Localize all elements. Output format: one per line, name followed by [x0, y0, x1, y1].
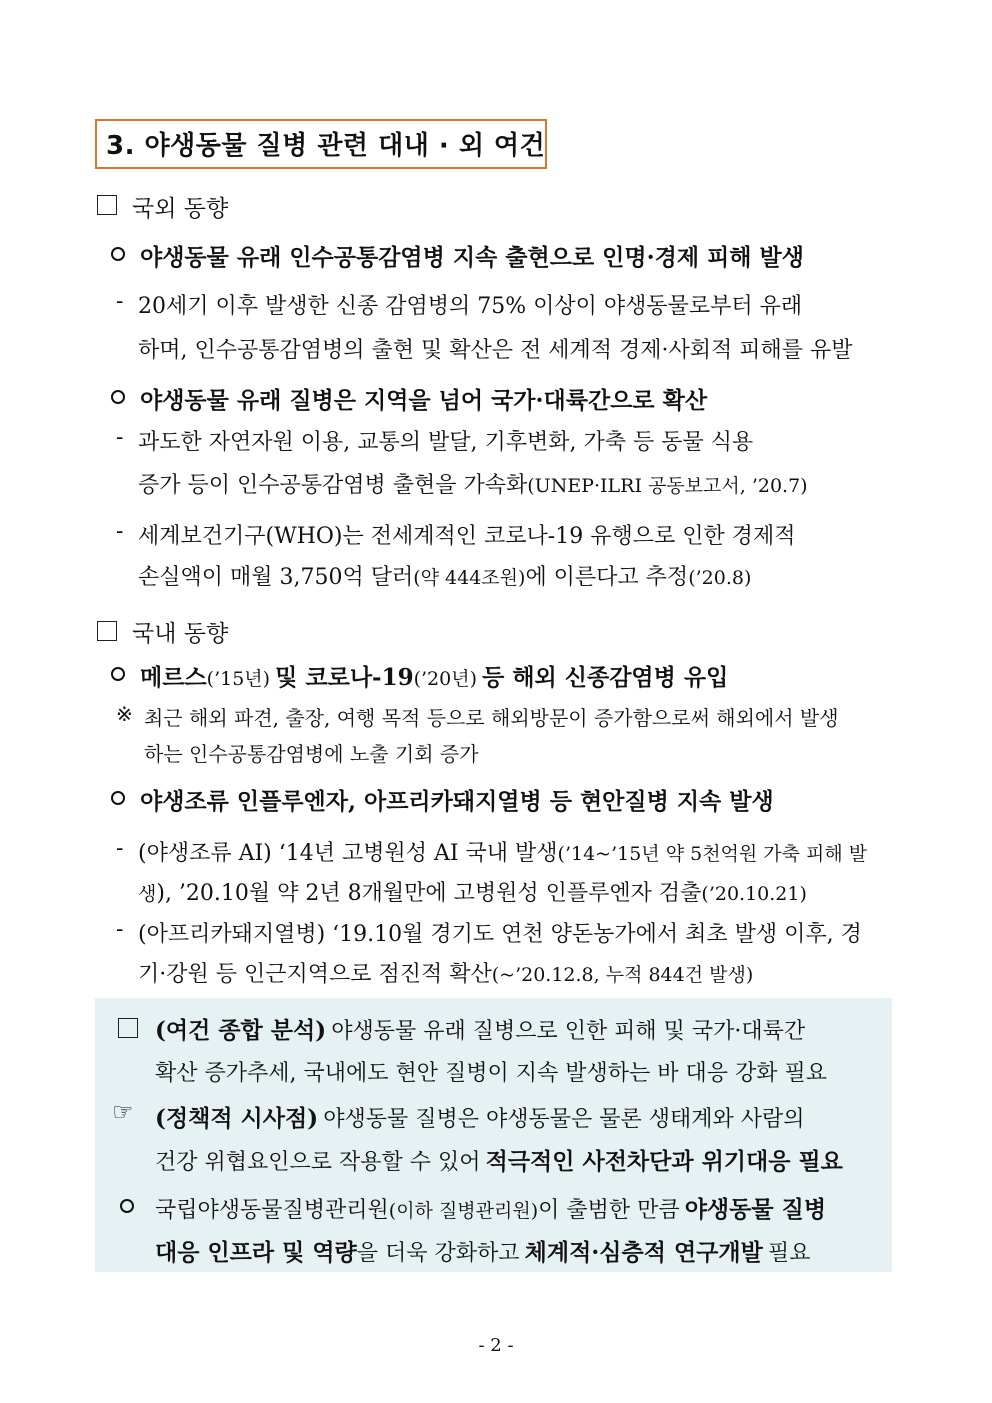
text-span: 체계적·심층적 연구개발 — [524, 1239, 763, 1266]
label-span: (정책적 시사점) — [155, 1105, 319, 1132]
text-span: 이 출범한 만큼 — [538, 1198, 680, 1223]
section-title: 3. 야생동물 질병 관련 대내 · 외 여건 — [106, 131, 546, 161]
checkbox-square-icon — [97, 621, 117, 641]
text-span: 필요 — [767, 1241, 811, 1266]
dash-marker: - — [116, 519, 124, 544]
text-line: 과도한 자연자원 이용, 교통의 발달, 기후변화, 가축 등 동물 식용 — [138, 430, 754, 455]
summary-line — [155, 1012, 805, 1045]
bullet-domestic-2: 야생조류 인플루엔자, 아프리카돼지열병 등 현안질병 지속 발생 — [140, 788, 774, 815]
text-line: 세계보건기구(WHO)는 전세계적인 코로나-19 유행으로 인한 경제적 — [138, 524, 796, 549]
date-span: (’20.10.21) — [701, 883, 807, 905]
text-span: 생 — [138, 883, 157, 905]
label-span: (여건 종합 분석) — [155, 1017, 327, 1044]
text-line — [138, 836, 867, 867]
text-span: 기·강원 등 인근지역으로 점진적 확산 — [138, 962, 492, 987]
text-span: 증가 등이 인수공통감염병 출현을 가속화 — [138, 473, 528, 498]
circle-bullet-icon — [111, 667, 125, 681]
circle-bullet-icon — [111, 791, 125, 805]
text-span: 적극적인 사전차단과 위기대응 필요 — [485, 1148, 843, 1175]
circle-bullet-icon — [120, 1199, 134, 1213]
text-span: 야생동물 질병 — [684, 1196, 827, 1223]
text-line — [138, 876, 807, 907]
note-mark: ※ — [116, 702, 133, 726]
text-span: 에 이른다고 추정 — [525, 565, 689, 590]
circle-bullet-icon — [111, 247, 125, 261]
text-span: 메르스 — [140, 664, 207, 691]
text-span: 및 코로나-19 — [275, 664, 414, 691]
text-span: 야생동물 유래 질병으로 인한 피해 및 국가·대륙간 — [331, 1019, 806, 1044]
text-line — [138, 957, 753, 988]
summary-line — [155, 1100, 804, 1133]
note-line: 하는 인수공통감염병에 노출 기회 증가 — [144, 742, 479, 766]
summary-line — [155, 1191, 826, 1224]
text-span: 야생동물 질병은 야생동물은 물론 생태계와 사람의 — [323, 1107, 805, 1132]
text-span: 국립야생동물질병관리원 — [155, 1198, 389, 1223]
summary-line — [155, 1234, 810, 1267]
text-span: (약 444조원) — [413, 567, 526, 589]
text-line: (아프리카돼지열병) ‘19.10월 경기도 연천 양돈농가에서 최초 발생 이후, 경 — [138, 922, 862, 947]
summary-line — [155, 1143, 843, 1176]
text-span: ), ’20.10월 약 2년 8개월만에 고병원성 인플루엔자 검출 — [156, 881, 702, 906]
text-line: 20세기 이후 발생한 신종 감염병의 75% 이상이 야생동물로부터 유래 — [138, 294, 803, 319]
text-span: (이하 질병관리원) — [388, 1200, 539, 1222]
page-number: - 2 - — [478, 1335, 514, 1356]
dash-marker: - — [116, 289, 124, 314]
date-span: (’15년) — [206, 668, 271, 690]
text-span: (야생조류 AI) ‘14년 고병원성 AI 국내 발생 — [138, 841, 558, 866]
text-span: 을 더욱 강화하고 — [356, 1241, 520, 1266]
text-line — [138, 468, 808, 499]
source-citation: (UNEP·ILRI 공동보고서, ’20.7) — [527, 475, 808, 497]
bullet-overseas-2: 야생동물 유래 질병은 지역을 넘어 국가·대륙간으로 확산 — [140, 387, 708, 414]
circle-bullet-icon — [111, 390, 125, 404]
bullet-domestic-1 — [140, 659, 728, 692]
text-span: (’14~’15년 약 5천억원 가축 피해 발 — [557, 843, 868, 865]
text-span: 대응 인프라 및 역량 — [155, 1239, 357, 1266]
checkbox-square-icon — [97, 195, 117, 215]
dash-marker: - — [116, 425, 124, 450]
text-span: (~’20.12.8, 누적 844건 발생) — [491, 964, 754, 986]
text-span: 건강 위협요인으로 작용할 수 있어 — [155, 1150, 481, 1175]
text-line — [138, 560, 751, 591]
summary-line: 확산 증가추세, 국내에도 현안 질병이 지속 발생하는 바 대응 강화 필요 — [155, 1061, 827, 1086]
heading-domestic: 국내 동향 — [132, 621, 229, 647]
dash-marker: - — [116, 836, 124, 861]
dash-marker: - — [116, 917, 124, 942]
pointing-hand-icon: ☞ — [112, 1098, 134, 1126]
checkbox-square-icon — [118, 1018, 138, 1038]
heading-overseas: 국외 동향 — [132, 196, 229, 222]
date-span: (’20.8) — [688, 567, 752, 589]
note-line: 최근 해외 파견, 출장, 여행 목적 등으로 해외방문이 증가함으로써 해외에서 발생 — [144, 706, 839, 730]
text-line: 하며, 인수공통감염병의 출현 및 확산은 전 세계적 경제·사회적 피해를 유발 — [138, 338, 853, 363]
text-span: 등 해외 신종감염병 유입 — [482, 664, 729, 691]
date-span: (’20년) — [413, 668, 477, 690]
text-span: 손실액이 매월 3,750억 달러 — [138, 565, 414, 590]
bullet-overseas-1: 야생동물 유래 인수공통감염병 지속 출현으로 인명·경제 피해 발생 — [140, 244, 804, 271]
